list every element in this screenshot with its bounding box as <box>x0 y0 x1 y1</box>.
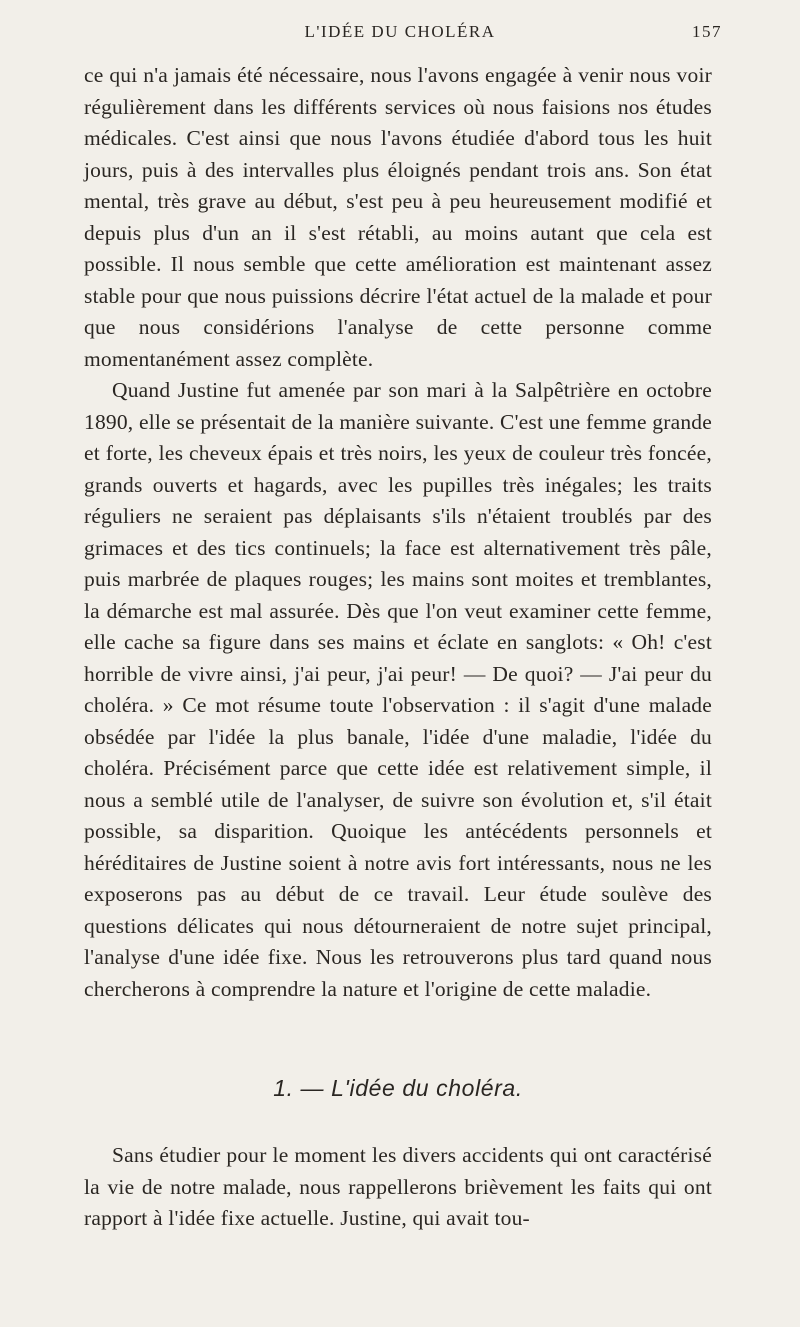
paragraph-justine-description: Quand Justine fut amenée par son mari à la Salpêtrière en octobre 1890, elle se présentait de la manière suivante. C'est une femme grande et forte, les cheveux épais et très noirs, les yeux de couleur très foncée, grands ouverts et hagards, avec les pupilles très inégales; les traits réguliers ne seraient pas déplaisants s'ils n'étaient troublés par des grimaces et des tics continuels; la face est alternativement très pâle, puis marbrée de plaques rouges; les mains sont moites et tremblantes, la démarche est mal assurée. Dès que l'on veut examiner cette femme, elle cache sa figure dans ses mains et éclate en sanglots: « Oh! c'est horrible de vivre ainsi, j'ai peur, j'ai peur! — De quoi? — J'ai peur du choléra. » Ce mot résume toute l'observation : il s'agit d'une malade obsédée par l'idée la plus banale, l'idée d'une maladie, l'idée du choléra. Précisément parce que cette idée est relativement simple, il nous a semblé utile de l'analyser, de suivre son évolution et, s'il était possible, sa disparition. Quoique les antécédents personnels et héréditaires de Justine soient à notre avis fort intéressants, nous ne les exposerons pas au début de ce travail. Leur étude soulève des questions délicates qui nous détourneraient de notre sujet principal, l'analyse d'une idée fixe. Nous les retrouverons plus tard quand nous chercherons à comprendre la nature et l'origine de cette maladie. <box>84 378 712 1001</box>
running-head <box>40 22 760 52</box>
main-text <box>84 60 712 1005</box>
section-text <box>84 1140 712 1235</box>
running-title: L'IDÉE DU CHOLÉRA <box>304 22 496 41</box>
section-heading: 1. — L'idée du choléra. <box>273 1075 523 1101</box>
page-number: 157 <box>692 22 722 41</box>
section-paragraph: Sans étudier pour le moment les divers accidents qui ont caractérisé la vie de notre malade, nous rappellerons brièvement les faits qui ont rapport à l'idée fixe actuelle. Justine, qui avait tou- <box>84 1143 712 1230</box>
paragraph-continued: ce qui n'a jamais été nécessaire, nous l'avons engagée à venir nous voir régulièrement dans les différents services où nous faisions nos études médicales. C'est ainsi que nous l'avons étudiée d'abord tous les huit jours, puis à des intervalles plus éloignés pendant trois ans. Son état mental, très grave au début, s'est peu à peu heureusement modifié et depuis plus d'un an il s'est rétabli, au moins autant que cela est possible. Il nous semble que cette amélioration est maintenant assez stable pour que nous puissions décrire l'état actuel de la malade et pour que nous considérions l'analyse de cette personne comme momentanément assez complète. <box>84 63 712 371</box>
